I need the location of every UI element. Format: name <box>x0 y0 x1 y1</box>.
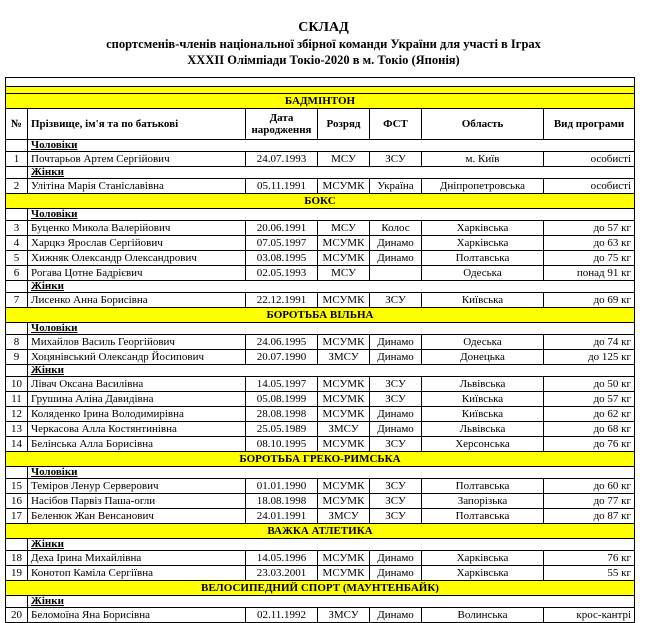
cell-birth-date: 18.08.1998 <box>246 494 318 509</box>
cell-program: до 75 кг <box>544 251 635 266</box>
cell-fst: Динамо <box>370 335 422 350</box>
gender-label: Чоловіки <box>28 140 635 152</box>
cell-name: Хижняк Олександр Олександрович <box>28 251 246 266</box>
cell-birth-date: 02.05.1993 <box>246 266 318 281</box>
athlete-row <box>6 266 635 281</box>
sport-header-row <box>6 524 635 539</box>
sport-name: БОРОТЬБА ГРЕКО-РИМСЬКА <box>6 452 635 467</box>
cell-number: 14 <box>6 437 28 452</box>
athlete-row <box>6 392 635 407</box>
gender-blank-cell <box>6 467 28 479</box>
column-header: Дата народження <box>246 109 318 140</box>
cell-fst: ЗСУ <box>370 293 422 308</box>
highlight-row <box>6 87 635 94</box>
sport-name: БОКС <box>6 194 635 209</box>
cell-region: Одеська <box>422 266 544 281</box>
cell-region: Одеська <box>422 335 544 350</box>
cell-program: до 62 кг <box>544 407 635 422</box>
cell-fst: ЗСУ <box>370 152 422 167</box>
gender-row <box>6 140 635 152</box>
cell-name: Конотоп Каміла Сергіївна <box>28 566 246 581</box>
cell-birth-date: 07.05.1997 <box>246 236 318 251</box>
gender-blank-cell <box>6 596 28 608</box>
cell-birth-date: 25.05.1989 <box>246 422 318 437</box>
cell-rank: МСУМК <box>318 407 370 422</box>
sport-name: БАДМІНТОН <box>6 94 635 109</box>
cell-number: 1 <box>6 152 28 167</box>
athlete-row <box>6 479 635 494</box>
cell-fst <box>370 266 422 281</box>
gender-label: Жінки <box>28 596 635 608</box>
gender-row <box>6 539 635 551</box>
cell-birth-date: 14.05.1996 <box>246 551 318 566</box>
cell-fst: Динамо <box>370 350 422 365</box>
gender-blank-cell <box>6 281 28 293</box>
cell-fst: Динамо <box>370 566 422 581</box>
cell-rank: ЗМСУ <box>318 422 370 437</box>
cell-name: Коляденко Ірина Володимирівна <box>28 407 246 422</box>
athlete-row <box>6 350 635 365</box>
cell-program: до 57 кг <box>544 392 635 407</box>
cell-birth-date: 08.10.1995 <box>246 437 318 452</box>
athlete-row <box>6 566 635 581</box>
gender-row <box>6 281 635 293</box>
gender-label: Чоловіки <box>28 209 635 221</box>
cell-name: Беломоїна Яна Борисівна <box>28 608 246 623</box>
cell-number: 10 <box>6 377 28 392</box>
cell-birth-date: 24.01.1991 <box>246 509 318 524</box>
cell-fst: Україна <box>370 179 422 194</box>
cell-number: 20 <box>6 608 28 623</box>
doc-subtitle-2: XXXII Олімпіади Токіо-2020 в м. Токіо (Японія) <box>187 53 460 67</box>
athlete-row <box>6 608 635 623</box>
sport-header-row <box>6 308 635 323</box>
cell-region: Полтавська <box>422 479 544 494</box>
cell-rank: МСУМК <box>318 392 370 407</box>
column-header: Вид програми <box>544 109 635 140</box>
cell-rank: ЗМСУ <box>318 608 370 623</box>
cell-program: до 60 кг <box>544 479 635 494</box>
cell-number: 16 <box>6 494 28 509</box>
athlete-row <box>6 293 635 308</box>
cell-name: Беленюк Жан Венсанович <box>28 509 246 524</box>
cell-rank: МСУМК <box>318 494 370 509</box>
gender-row <box>6 167 635 179</box>
cell-region: Запорізька <box>422 494 544 509</box>
cell-birth-date: 23.03.2001 <box>246 566 318 581</box>
cell-name: Харцкз Ярослав Сергійович <box>28 236 246 251</box>
cell-program: до 76 кг <box>544 437 635 452</box>
cell-fst: Динамо <box>370 422 422 437</box>
column-header: № <box>6 109 28 140</box>
cell-rank: МСУМК <box>318 437 370 452</box>
cell-name: Михайлов Василь Георгійович <box>28 335 246 350</box>
athlete-row <box>6 152 635 167</box>
cell-name: Рогава Цотне Бадрієвич <box>28 266 246 281</box>
gender-label: Жінки <box>28 281 635 293</box>
cell-name: Лівач Оксана Василівна <box>28 377 246 392</box>
cell-region: Харківська <box>422 236 544 251</box>
cell-rank: ЗМСУ <box>318 509 370 524</box>
cell-name: Хоцянівський Олександр Йосипович <box>28 350 246 365</box>
cell-name: Буценко Микола Валерійович <box>28 221 246 236</box>
cell-region: Донецька <box>422 350 544 365</box>
cell-number: 17 <box>6 509 28 524</box>
cell-region: Волинська <box>422 608 544 623</box>
cell-region: Львівська <box>422 377 544 392</box>
sport-name: ВАЖКА АТЛЕТИКА <box>6 524 635 539</box>
cell-rank: МСУМК <box>318 293 370 308</box>
cell-birth-date: 01.01.1990 <box>246 479 318 494</box>
cell-birth-date: 20.07.1990 <box>246 350 318 365</box>
cell-region: Харківська <box>422 551 544 566</box>
cell-number: 18 <box>6 551 28 566</box>
cell-number: 6 <box>6 266 28 281</box>
gender-label: Жінки <box>28 539 635 551</box>
cell-region: Полтавська <box>422 509 544 524</box>
cell-program: до 125 кг <box>544 350 635 365</box>
cell-program: до 87 кг <box>544 509 635 524</box>
cell-number: 15 <box>6 479 28 494</box>
cell-rank: МСУМК <box>318 179 370 194</box>
sport-header-row <box>6 94 635 109</box>
cell-birth-date: 05.08.1999 <box>246 392 318 407</box>
cell-number: 9 <box>6 350 28 365</box>
cell-name: Черкасова Алла Костянтинівна <box>28 422 246 437</box>
cell-birth-date: 28.08.1998 <box>246 407 318 422</box>
cell-birth-date: 14.05.1997 <box>246 377 318 392</box>
cell-region: Київська <box>422 392 544 407</box>
gender-blank-cell <box>6 539 28 551</box>
sport-name: БОРОТЬБА ВІЛЬНА <box>6 308 635 323</box>
cell-rank: МСУМК <box>318 335 370 350</box>
athlete-row <box>6 407 635 422</box>
gender-blank-cell <box>6 365 28 377</box>
column-header: Прізвище, ім'я та по батькові <box>28 109 246 140</box>
cell-region: Полтавська <box>422 251 544 266</box>
doc-title: СКЛАД <box>298 20 349 35</box>
cell-birth-date: 24.07.1993 <box>246 152 318 167</box>
athlete-row <box>6 221 635 236</box>
gender-label: Жінки <box>28 167 635 179</box>
cell-rank: МСУМК <box>318 566 370 581</box>
cell-program: до 74 кг <box>544 335 635 350</box>
gender-row <box>6 209 635 221</box>
cell-rank: МСУ <box>318 152 370 167</box>
sport-header-row <box>6 581 635 596</box>
cell-birth-date: 05.11.1991 <box>246 179 318 194</box>
cell-number: 11 <box>6 392 28 407</box>
cell-fst: Динамо <box>370 251 422 266</box>
cell-birth-date: 02.11.1992 <box>246 608 318 623</box>
athlete-row <box>6 335 635 350</box>
cell-fst: ЗСУ <box>370 392 422 407</box>
cell-birth-date: 03.08.1995 <box>246 251 318 266</box>
roster-table <box>5 77 635 623</box>
cell-number: 19 <box>6 566 28 581</box>
cell-rank: МСУМК <box>318 551 370 566</box>
cell-program: 76 кг <box>544 551 635 566</box>
cell-program: 55 кг <box>544 566 635 581</box>
sport-header-row <box>6 452 635 467</box>
cell-number: 13 <box>6 422 28 437</box>
athlete-row <box>6 437 635 452</box>
cell-program: до 77 кг <box>544 494 635 509</box>
doc-subtitle-1: спортсменів-членів національної збірної команди України для участі в Іграх <box>106 37 541 51</box>
cell-fst: ЗСУ <box>370 494 422 509</box>
cell-region: м. Київ <box>422 152 544 167</box>
gender-label: Чоловіки <box>28 323 635 335</box>
cell-rank: МСУМК <box>318 377 370 392</box>
gender-blank-cell <box>6 167 28 179</box>
cell-name: Деха Ірина Михайлівна <box>28 551 246 566</box>
athlete-row <box>6 377 635 392</box>
cell-name: Грушина Аліна Давидівна <box>28 392 246 407</box>
gender-blank-cell <box>6 209 28 221</box>
athlete-row <box>6 179 635 194</box>
cell-rank: МСУМК <box>318 251 370 266</box>
cell-program: особисті <box>544 152 635 167</box>
cell-program: особисті <box>544 179 635 194</box>
cell-fst: ЗСУ <box>370 479 422 494</box>
gender-row <box>6 596 635 608</box>
cell-number: 3 <box>6 221 28 236</box>
cell-program: до 69 кг <box>544 293 635 308</box>
gender-blank-cell <box>6 140 28 152</box>
cell-region: Дніпропетровська <box>422 179 544 194</box>
cell-region: Київська <box>422 293 544 308</box>
cell-program: крос-кантрі <box>544 608 635 623</box>
cell-fst: Динамо <box>370 608 422 623</box>
gender-label: Чоловіки <box>28 467 635 479</box>
gender-row <box>6 467 635 479</box>
sport-header-row <box>6 194 635 209</box>
cell-fst: ЗСУ <box>370 377 422 392</box>
sport-name: ВЕЛОСИПЕДНИЙ СПОРТ (МАУНТЕНБАЙК) <box>6 581 635 596</box>
cell-program: понад 91 кг <box>544 266 635 281</box>
gender-row <box>6 365 635 377</box>
gender-row <box>6 323 635 335</box>
cell-program: до 57 кг <box>544 221 635 236</box>
cell-rank: МСУ <box>318 266 370 281</box>
cell-birth-date: 22.12.1991 <box>246 293 318 308</box>
cell-number: 5 <box>6 251 28 266</box>
athlete-row <box>6 251 635 266</box>
cell-rank: МСУМК <box>318 236 370 251</box>
cell-number: 8 <box>6 335 28 350</box>
cell-name: Улітіна Марія Станіславівна <box>28 179 246 194</box>
cell-region: Харківська <box>422 566 544 581</box>
cell-program: до 68 кг <box>544 422 635 437</box>
cell-program: до 50 кг <box>544 377 635 392</box>
cell-rank: МСУМК <box>318 479 370 494</box>
athlete-row <box>6 422 635 437</box>
cell-name: Лисенко Анна Борисівна <box>28 293 246 308</box>
cell-region: Херсонська <box>422 437 544 452</box>
cell-number: 12 <box>6 407 28 422</box>
spacer-row <box>6 78 635 87</box>
cell-rank: МСУ <box>318 221 370 236</box>
cell-birth-date: 24.06.1995 <box>246 335 318 350</box>
column-header: ФСТ <box>370 109 422 140</box>
cell-fst: Динамо <box>370 407 422 422</box>
athlete-row <box>6 494 635 509</box>
cell-birth-date: 20.06.1991 <box>246 221 318 236</box>
athlete-row <box>6 236 635 251</box>
cell-program: до 63 кг <box>544 236 635 251</box>
column-header: Область <box>422 109 544 140</box>
gender-label: Жінки <box>28 365 635 377</box>
athlete-row <box>6 509 635 524</box>
cell-fst: Динамо <box>370 236 422 251</box>
gender-blank-cell <box>6 323 28 335</box>
cell-fst: Колос <box>370 221 422 236</box>
cell-region: Львівська <box>422 422 544 437</box>
cell-name: Насібов Парвіз Паша-огли <box>28 494 246 509</box>
column-header: Розряд <box>318 109 370 140</box>
cell-region: Харківська <box>422 221 544 236</box>
cell-number: 2 <box>6 179 28 194</box>
cell-name: Почтарьов Артем Сергійович <box>28 152 246 167</box>
athlete-row <box>6 551 635 566</box>
cell-number: 7 <box>6 293 28 308</box>
cell-fst: ЗСУ <box>370 509 422 524</box>
cell-number: 4 <box>6 236 28 251</box>
cell-fst: Динамо <box>370 551 422 566</box>
cell-name: Теміров Ленур Серверович <box>28 479 246 494</box>
cell-name: Белінська Алла Борисівна <box>28 437 246 452</box>
cell-region: Київська <box>422 407 544 422</box>
document-header <box>0 0 647 68</box>
column-header-row <box>6 109 635 140</box>
cell-rank: ЗМСУ <box>318 350 370 365</box>
cell-fst: ЗСУ <box>370 437 422 452</box>
